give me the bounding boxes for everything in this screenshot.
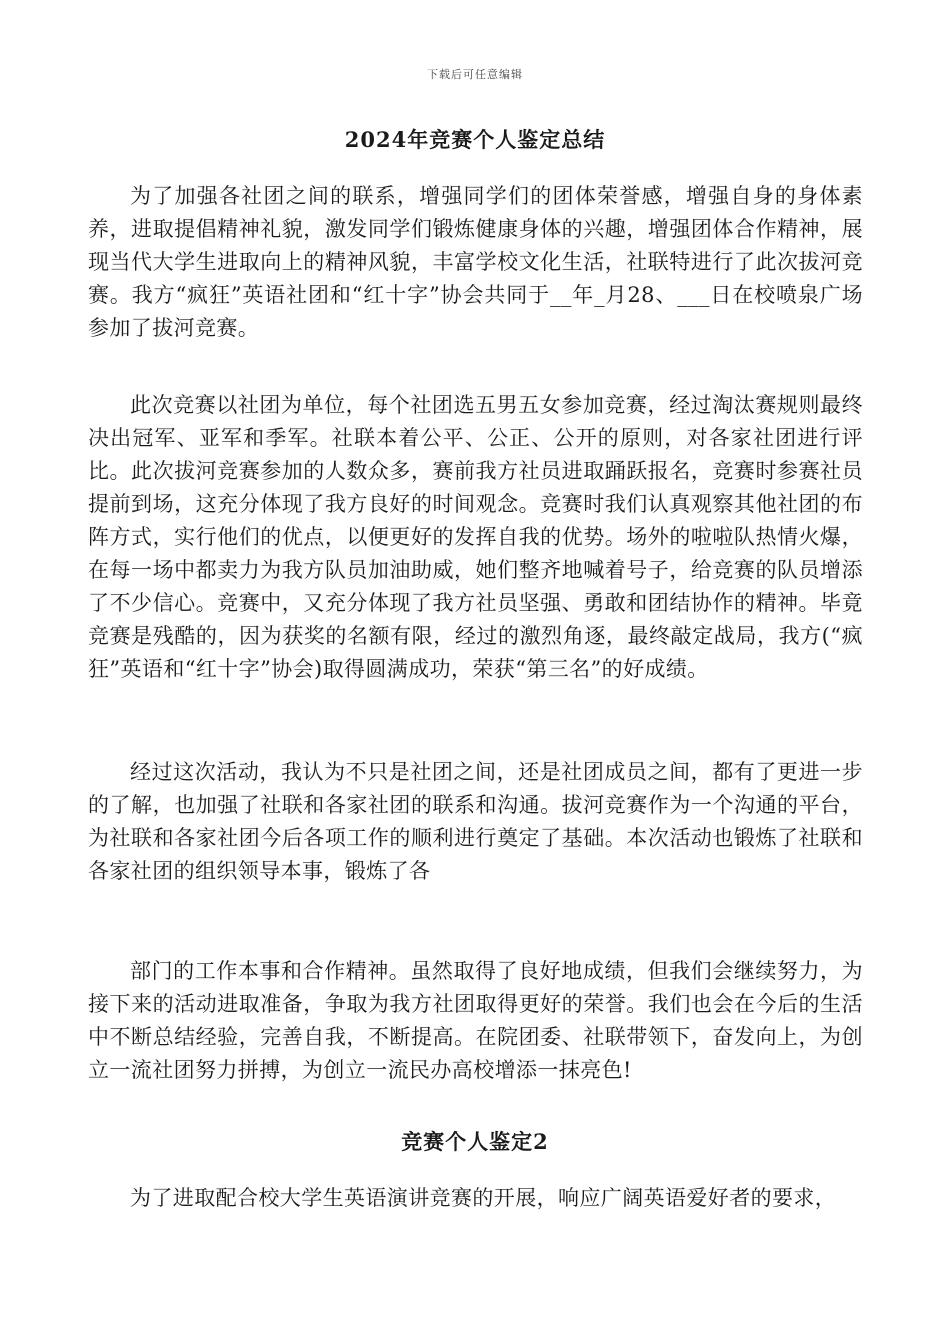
paragraph-5: 为了进取配合校大学生英语演讲竞赛的开展，响应广阔英语爱好者的要求， bbox=[130, 1186, 837, 1210]
paragraph-1: 为了加强各社团之间的联系，增强同学们的团体荣誉感，增强自身的身体素养，进取提倡精神礼貌，激发同学们锻炼健康身体的兴趣，增强团体合作精神，展现当代大学生进取向上的精神风貌，丰富学校文化生活，社联特进行了此次拔河竞赛。我方“疯狂”英语社团和“红十字”协会共同于__年_月28、___日在校喷泉广场参加了拔河竞赛。 bbox=[88, 184, 863, 340]
paragraph-4: 部门的工作本事和合作精神。虽然取得了良好地成绩，但我们会继续努力，为接下来的活动进取准备，争取为我方社团取得更好的荣誉。我们也会在今后的生活中不断总结经验，完善自我，不断提高。在院团委、社联带领下，奋发向上，为创立一流社团努力拼搏，为创立一流民办高校增添一抹亮色! bbox=[88, 959, 863, 1082]
section-subtitle: 竞赛个人鉴定2 bbox=[401, 1129, 549, 1154]
paragraph-3: 经过这次活动，我认为不只是社团之间，还是社团成员之间，都有了更进一步的了解，也加强了社联和各家社团的联系和沟通。拔河竞赛作为一个沟通的平台，为社联和各家社团今后各项工作的顺利进行奠定了基础。本次活动也锻炼了社联和各家社团的组织领导本事，锻炼了各 bbox=[88, 760, 863, 883]
paragraph-2: 此次竞赛以社团为单位，每个社团选五男五女参加竞赛，经过淘汰赛规则最终决出冠军、亚军和季军。社联本着公平、公正、公开的原则，对各家社团进行评比。此次拔河竞赛参加的人数众多，赛前我方社员进取踊跃报名，竞赛时参赛社员提前到场，这充分体现了我方良好的时间观念。竞赛时我们认真观察其他社团的布阵方式，实行他们的优点，以便更好的发挥自我的优势。场外的啦啦队热情火爆，在每一场中都卖力为我方队员加油助威，她们整齐地喊着号子，给竞赛的队员增添了不少信心。竞赛中，又充分体现了我方社员坚强、勇敢和团结协作的精神。毕竟竞赛是残酷的，因为获奖的名额有限，经过的激烈角逐，最终敲定战局，我方(“疯狂”英语和“红十字”协会)取得圆满成功，荣获“第三名”的好成绩。 bbox=[88, 393, 863, 681]
document-title: 2024年竞赛个人鉴定总结 bbox=[344, 127, 606, 152]
header-note: 下载后可任意编辑 bbox=[427, 68, 523, 81]
